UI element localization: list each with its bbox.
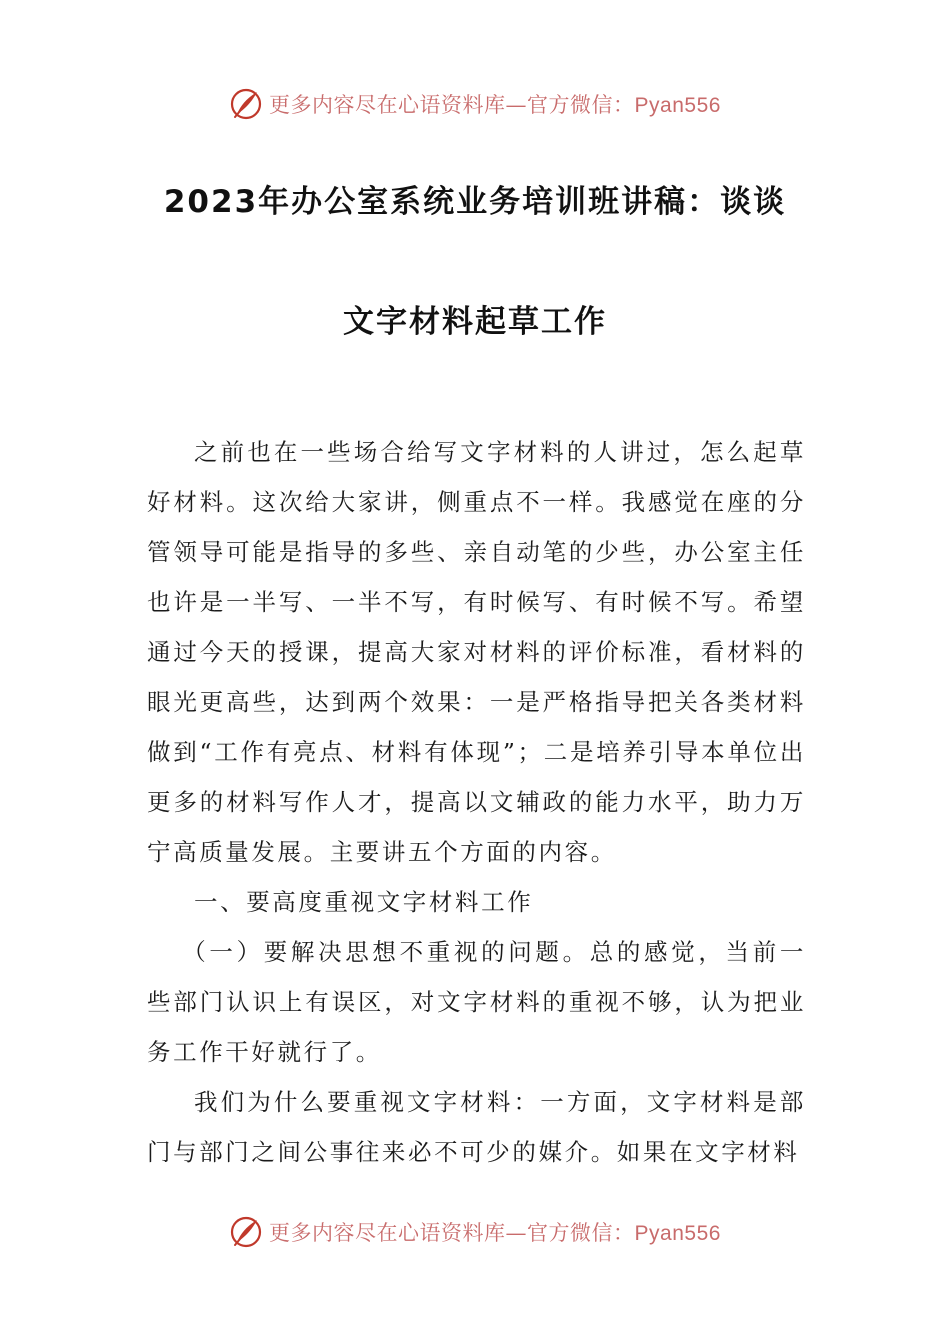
paragraph-subsection-1: （一）要解决思想不重视的问题。总的感觉，当前一些部门认识上有误区，对文字材料的重视不够，认为把业务工作干好就行了。	[147, 938, 806, 1066]
paragraph-why-important: 我们为什么要重视文字材料：一方面，文字材料是部门与部门之间公事往来必不可少的媒介。如果在文字材料	[147, 1088, 806, 1166]
watermark-text: 更多内容尽在心语资料库—官方微信：Pyan556	[269, 1221, 721, 1245]
watermark-footer	[0, 1212, 950, 1252]
watermark-text: 更多内容尽在心语资料库—官方微信：Pyan556	[269, 93, 721, 117]
document-title-line-1: 2023年办公室系统业务培训班讲稿：谈谈	[163, 184, 787, 220]
quill-pen-icon	[229, 1215, 263, 1249]
watermark-header	[0, 84, 950, 124]
section-heading-1: 一、要高度重视文字材料工作	[194, 888, 534, 916]
document-title-line-2: 文字材料起草工作	[343, 304, 607, 340]
paragraph-intro: 之前也在一些场合给写文字材料的人讲过，怎么起草好材料。这次给大家讲，侧重点不一样。我感觉在座的分管领导可能是指导的多些、亲自动笔的少些，办公室主任也许是一半写、一半不写，有时候写、有时候不写。希望通过今天的授课，提高大家对材料的评价标准，看材料的眼光更高些，达到两个效果：一是严格指导把关各类材料做到“工作有亮点、材料有体现”；二是培养引导本单位出更多的材料写作人才，提高以文辅政的能力水平，助力万宁高质量发展。主要讲五个方面的内容。	[147, 438, 806, 866]
document-body	[147, 427, 806, 1177]
quill-pen-icon	[229, 87, 263, 121]
